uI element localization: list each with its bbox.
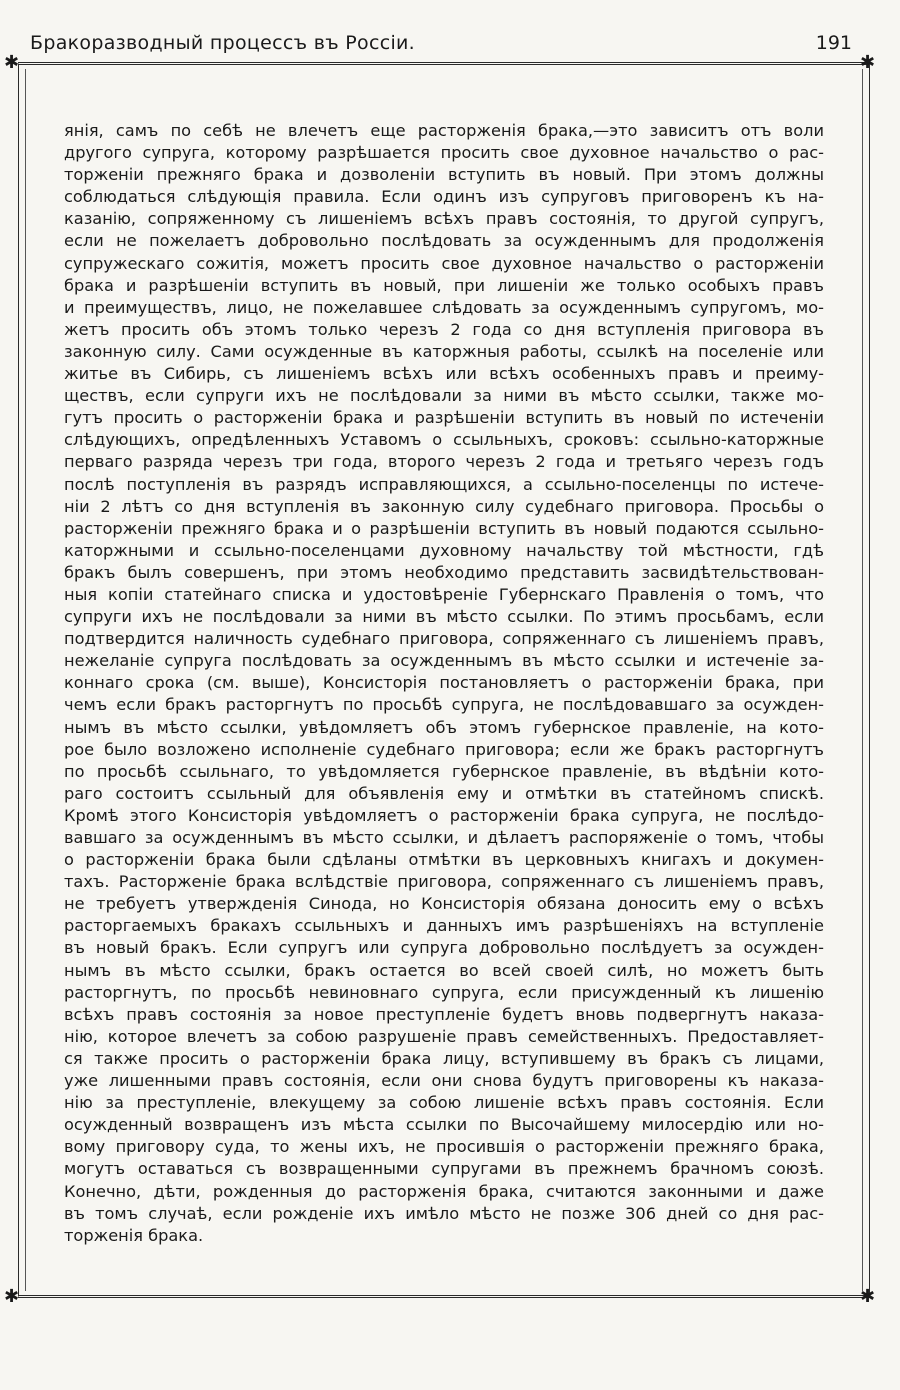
text-line: Конечно, дѣти, рожденныя до расторженія брака, считаются законными и даже: [64, 1181, 824, 1201]
text-line: послѣ поступленія въ разрядъ исправляющихся, а ссыльно-поселенцы по истече-: [64, 474, 824, 494]
text-line: брака и разрѣшеніи вступить въ новый, при лишеніи же только особыхъ правъ: [64, 275, 824, 295]
text-line: каторжными и ссыльно-поселенцами духовному начальству той мѣстности, гдѣ: [64, 540, 824, 560]
text-line: нію, которое влечетъ за собою разрушеніе правъ семейственныхъ. Предоставляет-: [64, 1026, 824, 1046]
text-line: бракъ былъ совершенъ, при этомъ необходимо представить засвидѣтельствован-: [64, 562, 824, 582]
text-line: торженіи прежняго брака и дозволеніи вступить въ новый. При этомъ должны: [64, 165, 824, 185]
text-line: всѣхъ правъ состоянія за новое преступленіе будетъ вновь подвергнутъ наказа-: [64, 1004, 824, 1024]
text-line: расторженіи прежняго брака и о разрѣшеніи вступить въ новый подаются ссыльно-: [64, 518, 824, 538]
text-line: нежеланіе супруга послѣдовать за осужденнымъ въ мѣсто ссылки и истеченіе за-: [64, 651, 824, 671]
text-line: рое было возложено исполненіе судебнаго приговора; если же бракъ расторгнутъ: [64, 739, 824, 759]
text-line: другого супруга, которому разрѣшается просить свое духовное начальство о рас-: [64, 143, 824, 163]
text-line: слѣдующихъ, опредѣленныхъ Уставомъ о ссыльныхъ, сроковъ: ссыльно-каторжные: [64, 430, 824, 450]
text-line: супруги ихъ не послѣдовали за ними въ мѣсто ссылки. По этимъ просьбамъ, если: [64, 607, 824, 627]
body-paragraph: [64, 120, 824, 1247]
text-line: законную силу. Сами осужденные въ каторжныя работы, ссылкѣ на поселеніе или: [64, 341, 824, 361]
text-line: перваго разряда черезъ три года, второго черезъ 2 года и третьяго черезъ годъ: [64, 452, 824, 472]
text-line: тахъ. Расторженіе брака вслѣдствіе приговора, сопряженнаго съ лишеніемъ правъ,: [64, 872, 824, 892]
text-line: ніи 2 лѣтъ со дня вступленія въ законную силу судебнаго приговора. Просьбы о: [64, 496, 824, 516]
text-line: уже лишенными правъ состоянія, если они снова будутъ приговорены къ наказа-: [64, 1071, 824, 1091]
text-line: если не пожелаетъ добровольно послѣдовать за осужденнымъ для продолженія: [64, 231, 824, 251]
corner-ornament-top-right-icon: ✱: [860, 52, 876, 73]
text-line: вому приговору суда, то жены ихъ, не просившія о расторженіи прежняго брака,: [64, 1137, 824, 1157]
page-header: [30, 32, 852, 58]
text-line: вавшаго за осужденнымъ въ мѣсто ссылки, и дѣлаетъ распоряженіе о томъ, чтобы: [64, 828, 824, 847]
text-line: казанію, сопряженному съ лишеніемъ всѣхъ правъ состоянія, то другой супругъ,: [64, 209, 824, 229]
text-line: расторгаемыхъ бракахъ ссыльныхъ и данныхъ имъ разрѣшеніяхъ на вступленіе: [64, 916, 824, 936]
running-title: Бракоразводный процессъ въ Россіи.: [30, 32, 416, 54]
text-line: супружескаго сожитія, можетъ просить свое духовное начальство о расторженіи: [64, 253, 824, 273]
text-line: въ новый бракъ. Если супругъ или супруга добровольно послѣдуетъ за осужден-: [64, 938, 824, 958]
text-line: и преимуществъ, лицо, не пожелавшее слѣдовать за осужденнымъ супругомъ, мо-: [64, 297, 824, 317]
text-line: о расторженіи брака были сдѣланы отмѣтки въ церковныхъ книгахъ и докумен-: [64, 850, 824, 870]
text-line: подтвердится наличность судебнаго приговора, сопряженнаго съ лишеніемъ правъ,: [64, 629, 824, 649]
text-line: соблюдаться слѣдующія правила. Если одинъ изъ супруговъ приговоренъ къ на-: [64, 187, 824, 207]
text-line: нымъ въ мѣсто ссылки, увѣдомляетъ объ этомъ губернское правленіе, на кото-: [64, 717, 824, 737]
text-line: ществъ, если супруги ихъ не послѣдовали за ними въ мѣсто ссылки, также мо-: [64, 386, 824, 406]
corner-ornament-bottom-left-icon: ✱: [4, 1286, 20, 1307]
text-line: житье въ Сибирь, съ лишеніемъ всѣхъ или всѣхъ особенныхъ правъ и преиму-: [64, 364, 824, 384]
text-line: по просьбѣ ссыльнаго, то увѣдомляется губернское правленіе, въ вѣдѣніи кото-: [64, 761, 824, 781]
text-line: ныя копіи статейнаго списка и удостовѣреніе Губернскаго Правленія о томъ, что: [64, 584, 824, 604]
text-line: нію за преступленіе, влекущему за собою лишеніе всѣхъ правъ состоянія. Если: [64, 1093, 824, 1113]
text-line: ся также просить о расторженіи брака лицу, вступившему въ бракъ съ лицами,: [64, 1048, 824, 1068]
text-line: въ томъ случаѣ, если рожденіе ихъ имѣло мѣсто не позже 306 дней со дня рас-: [64, 1203, 824, 1223]
text-line: нымъ въ мѣсто ссылки, бракъ остается во всей своей силѣ, но можетъ быть: [64, 960, 824, 980]
text-line: гутъ просить о расторженіи брака и разрѣшеніи вступить въ новый по истеченіи: [64, 408, 824, 428]
text-line: жетъ просить объ этомъ только черезъ 2 года со дня вступленія приговора въ: [64, 319, 824, 339]
text-line: раго состоитъ ссыльный для объявленія ему и отмѣтки въ статейномъ спискѣ.: [64, 783, 824, 803]
text-line: осужденный возвращенъ изъ мѣста ссылки по Высочайшему милосердію или но-: [64, 1115, 824, 1135]
text-line: торженія брака.: [64, 1225, 204, 1245]
text-line: могутъ оставаться съ возвращенными супругами въ прежнемъ брачномъ союзѣ.: [64, 1159, 824, 1179]
corner-ornament-bottom-right-icon: ✱: [860, 1286, 876, 1307]
text-line: коннаго срока (см. выше), Консисторія постановляетъ о расторженіи брака, при: [64, 673, 824, 693]
text-line: чемъ если бракъ расторгнутъ по просьбѣ супруга, не послѣдовавшаго за осужден-: [64, 695, 824, 715]
text-line: не требуетъ утвержденія Синода, но Консисторія обязана доносить ему о всѣхъ: [64, 894, 824, 914]
text-line: Кромѣ этого Консисторія увѣдомляетъ о расторженіи брака супруга, не послѣдо-: [64, 805, 824, 825]
corner-ornament-top-left-icon: ✱: [4, 52, 20, 73]
text-line: янія, самъ по себѣ не влечетъ еще расторженія брака,—это зависитъ отъ воли: [64, 121, 824, 140]
text-line: расторгнутъ, по просьбѣ невиновнаго супруга, если присужденный къ лишенію: [64, 982, 824, 1002]
page-number: 191: [815, 32, 852, 54]
